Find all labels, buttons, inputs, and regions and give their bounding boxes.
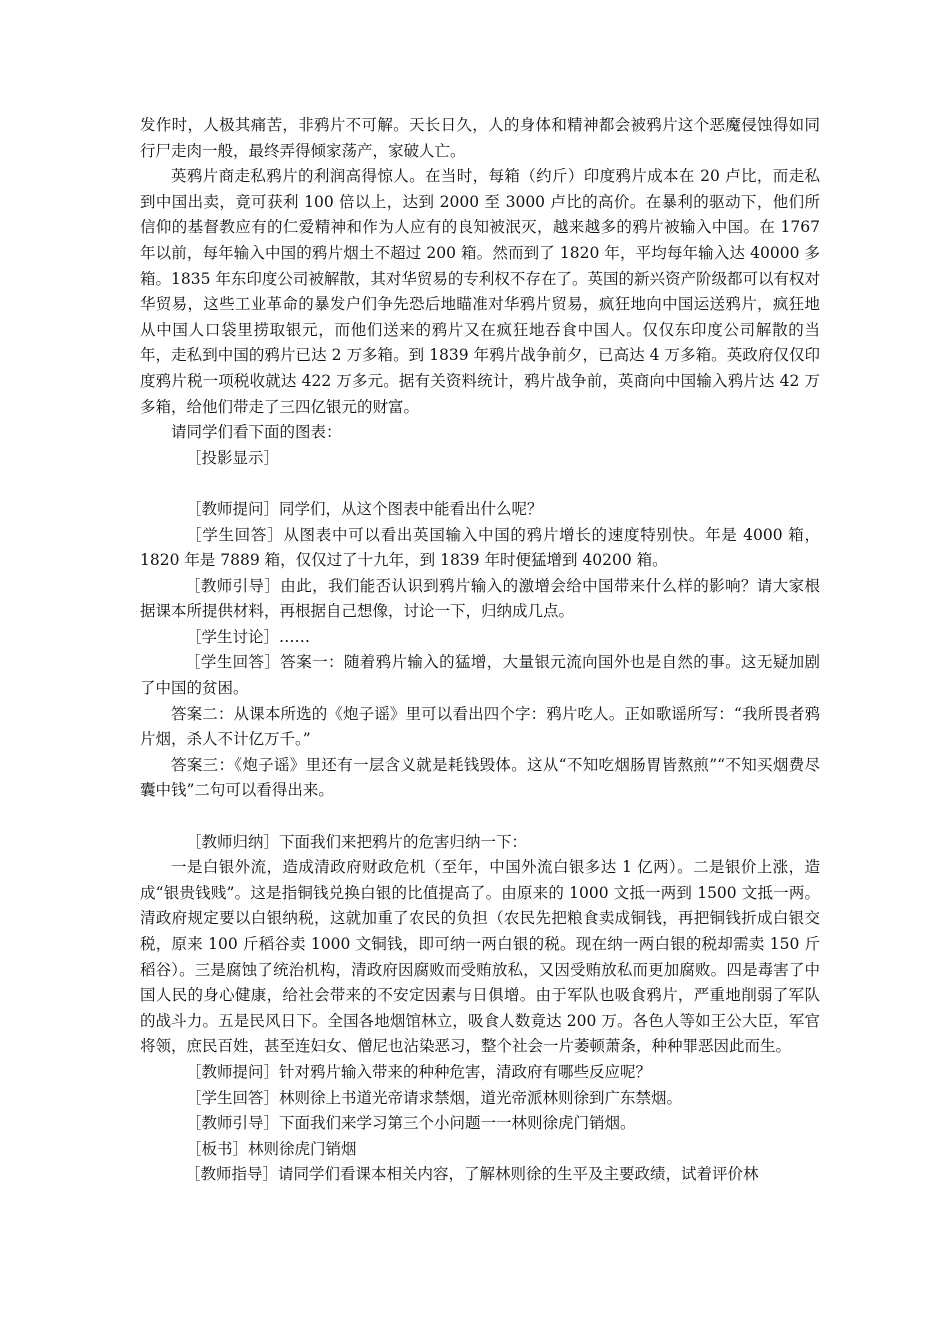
paragraph: ［教师指导］请同学们看课本相关内容，了解林则徐的生平及主要政绩，试着评价林	[185, 1165, 759, 1184]
paragraph: ［教师引导］下面我们来学习第三个小问题一一林则徐虎门销烟。	[186, 1114, 636, 1133]
paragraph: 答案二：从课本所选的《炮子谣》里可以看出四个字：鸦片吃人。正如歌谣所写：“我所畏者鸦片烟，杀人不计亿万千。”	[140, 704, 820, 749]
blank-line	[140, 471, 820, 497]
paragraph: ［板书］林则徐虎门销烟	[186, 1139, 357, 1158]
paragraph: 请同学们看下面的图表：	[171, 423, 342, 442]
paragraph: ［学生回答］答案一：随着鸦片输入的猛增，大量银元流向国外也是自然的事。这无疑加剧了中国的贫困。	[140, 653, 820, 698]
paragraph: ［学生讨论］……	[186, 627, 311, 646]
paragraph: 英鸦片商走私鸦片的利润高得惊人。在当时，每箱（约斤）印度鸦片成本在 20 卢比，而走私到中国出卖，竟可获利 100 倍以上，达到 2000 至 3000 卢比的高价。在暴利的驱动下，他们所信仰的基督教应有的仁爱精神和作为人应有的良知被泯灭，越来越多的鸦片被输入中国。在 1767 年以前，每年输入中国的鸦片烟土不超过 200 箱。然而到了 1820 年，平均每年输入达 40000 多箱。1835 年东印度公司被解散，其对华贸易的专利权不存在了。英国的新兴资产阶级都可以有权对华贸易，这些工业革命的暴发户们争先恐后地瞄准对华鸦片贸易，疯狂地向中国运送鸦片，疯狂地从中国人口袋里捞取银元，而他们送来的鸦片又在疯狂地吞食中国人。仅仅东印度公司解散的当年，走私到中国的鸦片已达 2 万多箱。到 1839 年鸦片战争前夕，已高达 4 万多箱。英政府仅仅印度鸦片税一项税收就达 422 万多元。据有关资料统计，鸦片战争前，英商向中国输入鸦片达 42 万多箱，给他们带走了三四亿银元的财富。	[140, 167, 820, 416]
paragraph: ［教师提问］针对鸦片输入带来的种种危害，清政府有哪些反应呢？	[186, 1062, 652, 1081]
paragraph: 发作时，人极其痛苦，非鸦片不可解。天长日久，人的身体和精神都会被鸦片这个恶魔侵蚀得如同行尸走肉一般，最终弄得倾家荡产，家破人亡。	[140, 116, 820, 160]
paragraph: ［教师引导］由此，我们能否认识到鸦片输入的激增会给中国带来什么样的影响？请大家根据课本所提供材料，再根据自己想像，讨论一下，归纳成几点。	[140, 576, 820, 621]
paragraph: 答案三：《炮子谣》里还有一层含义就是耗钱毁体。这从“不知吃烟肠胃皆熬煎”“不知买烟费尽囊中钱”二句可以看得出来。	[140, 755, 820, 800]
paragraph: ［学生回答］林则徐上书道光帝请求禁烟，道光帝派林则徐到广东禁烟。	[186, 1088, 683, 1107]
document-body	[140, 113, 820, 1188]
paragraph: ［教师提问］同学们，从这个图表中能看出什么呢？	[186, 499, 543, 518]
paragraph: ［学生回答］从图表中可以看出英国输入中国的鸦片增长的速度特别快。年是 4000 箱，1820 年是 7889 箱，仅仅过了十九年，到 1839 年时便猛增到 40200 箱。	[140, 525, 820, 570]
blank-line	[140, 804, 820, 830]
paragraph: 一是白银外流，造成清政府财政危机（至年，中国外流白银多达 1 亿两）。二是银价上涨，造成“银贵钱贱”。这是指铜钱兑换白银的比值提高了。由原来的 1000 文抵一两到 1500 文抵一两。清政府规定要以白银纳税，这就加重了农民的负担（农民先把粮食卖成铜钱，再把铜钱折成白银交税，原来 100 斤稻谷卖 1000 文铜钱，即可纳一两白银的税。现在纳一两白银的税却需卖 150 斤稻谷）。三是腐蚀了统治机构，清政府因腐败而受贿放私，又因受贿放私而更加腐败。四是毒害了中国人民的身心健康，给社会带来的不安定因素与日俱增。由于军队也吸食鸦片，严重地削弱了军队的战斗力。五是民风日下。全国各地烟馆林立，吸食人数竟达 200 万。各色人等如王公大臣，军官将领，庶民百姓，甚至连妇女、僧尼也沾染恶习，整个社会一片萎顿萧条，种种罪恶因此而生。	[140, 858, 820, 1056]
paragraph: ［教师归纳］下面我们来把鸦片的危害归纳一下：	[186, 832, 528, 851]
paragraph: ［投影显示］	[186, 448, 280, 467]
